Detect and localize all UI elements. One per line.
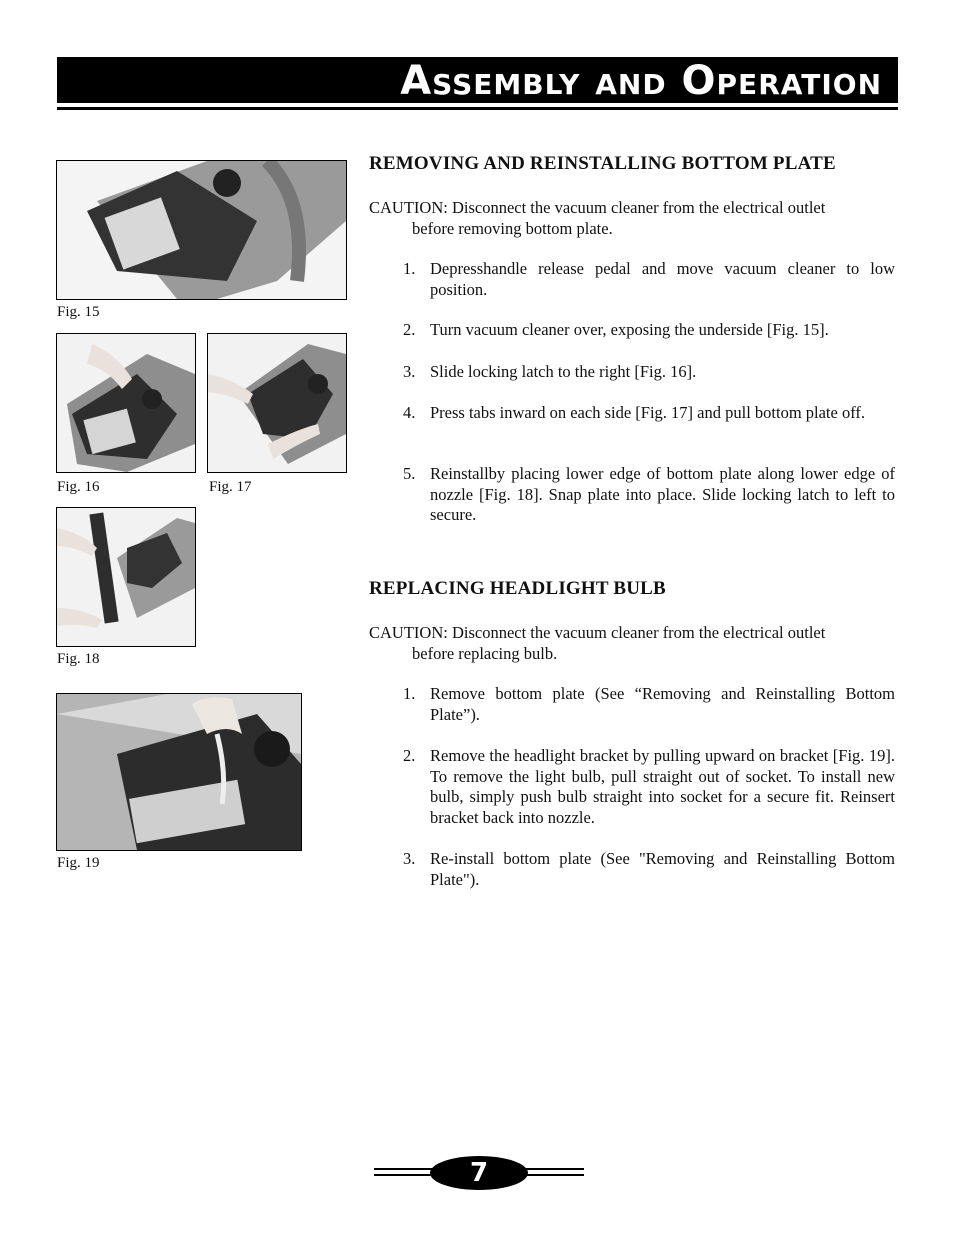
figure-19-caption: Fig. 19 xyxy=(57,855,100,871)
step-text: Reinstallby placing lower edge of bottom plate along lower edge of nozzle [Fig. 18]. Snap plate into place. Slide locking latch to left to secure. xyxy=(430,464,895,524)
caution-text: CAUTION: Disconnect the vacuum cleaner from the electrical outlet xyxy=(369,198,826,217)
step-item xyxy=(369,684,895,725)
caution-continuation: before removing bottom plate. xyxy=(412,219,613,238)
caution-continuation: before replacing bulb. xyxy=(412,644,558,663)
figure-15-caption: Fig. 15 xyxy=(57,304,100,320)
figure-16-caption: Fig. 16 xyxy=(57,479,100,495)
figure-15-photo xyxy=(56,160,347,300)
figure-16-photo xyxy=(56,333,196,473)
footer-rule-right xyxy=(524,1168,584,1170)
header-rule xyxy=(57,107,898,110)
section-heading-headlight: REPLACING HEADLIGHT BULB xyxy=(369,578,666,599)
step-item xyxy=(369,464,895,526)
step-text: Depresshandle release pedal and move vacuum cleaner to low position. xyxy=(430,259,895,299)
step-number: 4. xyxy=(403,403,416,422)
step-number: 3. xyxy=(403,362,416,381)
footer-rule-left xyxy=(374,1174,434,1176)
step-number: 5. xyxy=(403,464,416,483)
figure-18-photo xyxy=(56,507,196,647)
step-text: Re-install bottom plate (See "Removing and Reinstalling Bottom Plate"). xyxy=(430,849,895,889)
step-text: Press tabs inward on each side [Fig. 17] and pull bottom plate off. xyxy=(430,403,866,422)
figure-17-photo xyxy=(207,333,347,473)
step-item xyxy=(369,403,895,424)
caution-headlight xyxy=(369,622,895,664)
step-number: 1. xyxy=(403,259,416,278)
footer-rule-left xyxy=(374,1168,434,1170)
step-item xyxy=(369,362,895,383)
step-text: Remove the headlight bracket by pulling upward on bracket [Fig. 19]. To remove the light bulb, pull straight out of socket. To install new bulb, simply push bulb straight into socket for a secure fit. Reinsert bracket back into nozzle. xyxy=(430,746,895,827)
step-number: 2. xyxy=(403,320,416,339)
page-title: Assembly and Operation xyxy=(400,58,882,104)
caution-bottom-plate xyxy=(369,197,895,239)
figure-17-caption: Fig. 17 xyxy=(209,479,252,495)
step-item xyxy=(369,320,895,341)
figure-18-caption: Fig. 18 xyxy=(57,651,100,667)
caution-text: CAUTION: Disconnect the vacuum cleaner from the electrical outlet xyxy=(369,623,826,642)
footer-rule-right xyxy=(524,1174,584,1176)
step-number: 1. xyxy=(403,684,416,703)
step-text: Remove bottom plate (See “Removing and Reinstalling Bottom Plate”). xyxy=(430,684,895,724)
page-number: 7 xyxy=(430,1156,528,1190)
step-item xyxy=(369,259,895,300)
step-item xyxy=(369,746,895,828)
step-text: Turn vacuum cleaner over, exposing the underside [Fig. 15]. xyxy=(430,320,829,339)
header-bar xyxy=(57,57,898,103)
step-item xyxy=(369,849,895,890)
section-heading-bottom-plate: REMOVING AND REINSTALLING BOTTOM PLATE xyxy=(369,153,836,174)
step-number: 2. xyxy=(403,746,416,765)
step-number: 3. xyxy=(403,849,416,868)
step-text: Slide locking latch to the right [Fig. 16]. xyxy=(430,362,697,381)
figure-19-photo xyxy=(56,693,302,851)
